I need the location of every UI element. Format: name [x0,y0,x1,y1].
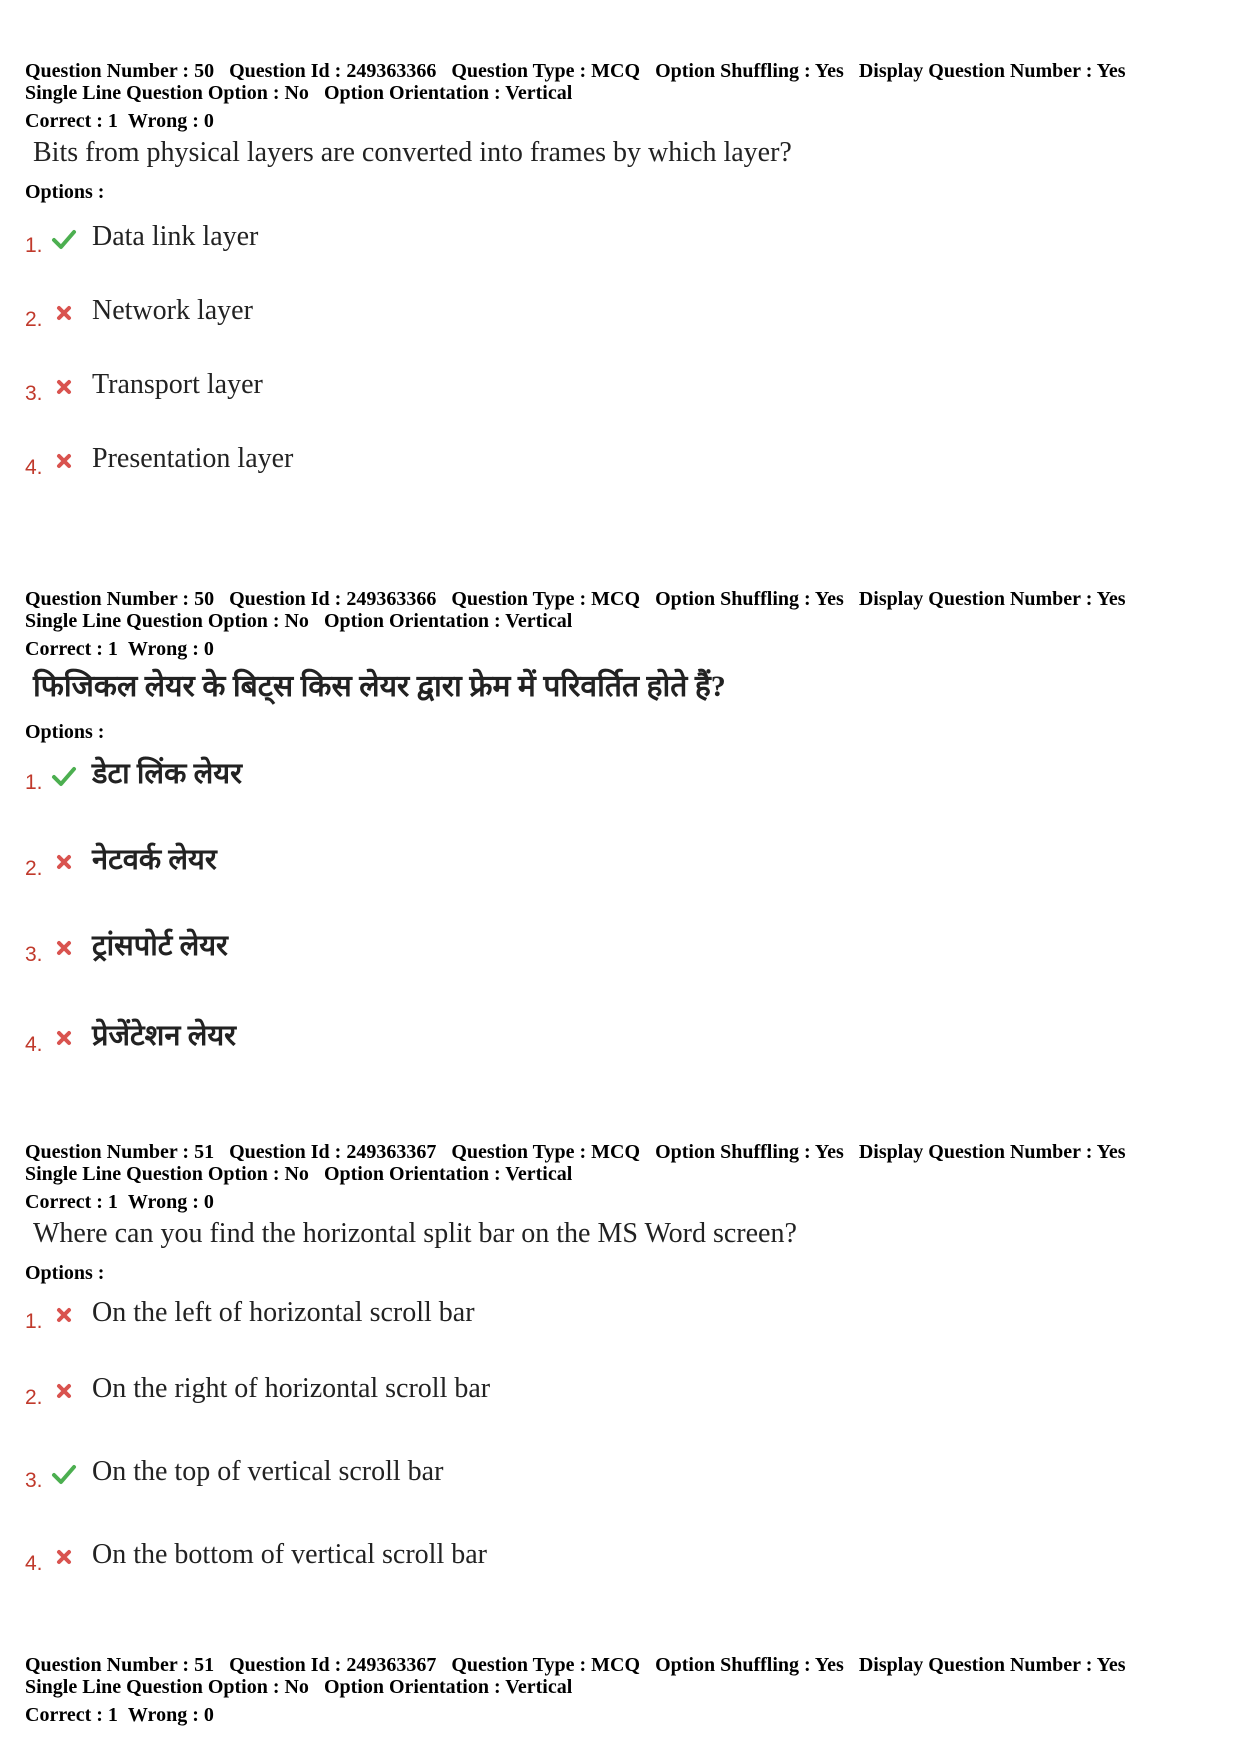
option-item [25,757,925,797]
question-meta-line-1 [25,1654,1225,1676]
question-text: Bits from physical layers are converted into frames by which layer? [33,137,792,168]
option-text: ट्रांसपोर्ट लेयर [92,930,228,962]
option-item [25,220,925,260]
question-type: Question Type : MCQ [451,1141,641,1163]
cross-icon [51,1544,77,1570]
display-question-number: Display Question Number : Yes [858,60,1126,82]
option-text: प्रेजेंटेशन लेयर [92,1020,237,1052]
wrong-score: Wrong : 0 [127,110,214,132]
wrong-score: Wrong : 0 [127,1191,214,1213]
display-question-number: Display Question Number : Yes [858,588,1126,610]
option-shuffling: Option Shuffling : Yes [655,1654,844,1676]
question-type: Question Type : MCQ [451,60,641,82]
question-text: Where can you find the horizontal split bar on the MS Word screen? [33,1218,797,1249]
option-item [25,1296,925,1336]
option-number: 2. [25,308,43,331]
question-meta-line-2 [25,1676,1225,1698]
display-question-number: Display Question Number : Yes [858,1654,1126,1676]
options-label: Options : [25,181,105,203]
single-line-option: Single Line Question Option : No [25,1163,309,1185]
check-icon [51,1461,77,1487]
score-line [25,638,1225,660]
option-number: 3. [25,382,43,405]
option-orientation: Option Orientation : Vertical [323,82,573,104]
question-meta-line-1 [25,1141,1225,1163]
question-id: Question Id : 249363367 [229,1654,437,1676]
single-line-option: Single Line Question Option : No [25,82,309,104]
option-item [25,1372,925,1412]
question-block-3 [25,1141,1225,1285]
option-text: डेटा लिंक लेयर [92,758,242,790]
question-number: Question Number : 50 [25,60,215,82]
question-block-2 [25,588,1225,744]
cross-icon [51,448,77,474]
single-line-option: Single Line Question Option : No [25,1676,309,1698]
question-meta-line-1 [25,60,1225,82]
option-number: 3. [25,943,43,966]
option-text: On the top of vertical scroll bar [92,1456,444,1487]
question-block-4 [25,1654,1225,1726]
option-shuffling: Option Shuffling : Yes [655,588,844,610]
question-id: Question Id : 249363366 [229,60,437,82]
question-number: Question Number : 51 [25,1141,215,1163]
question-meta-line-2 [25,1163,1225,1185]
question-type: Question Type : MCQ [451,1654,641,1676]
question-block-1 [25,60,1225,204]
cross-icon [51,300,77,326]
options-label: Options : [25,1262,105,1284]
option-item [25,929,925,969]
wrong-score: Wrong : 0 [127,638,214,660]
option-orientation: Option Orientation : Vertical [323,1676,573,1698]
option-item [25,368,925,408]
question-meta-line-2 [25,610,1225,632]
option-text: Presentation layer [92,443,294,474]
option-item [25,1455,925,1495]
cross-icon [51,935,77,961]
option-number: 1. [25,771,43,794]
question-text: फिजिकल लेयर के बिट्स किस लेयर द्वारा फ्रेम में परिवर्तित होते हैं? [33,670,726,703]
option-number: 1. [25,1310,43,1333]
question-number: Question Number : 51 [25,1654,215,1676]
correct-score: Correct : 1 [25,1191,118,1213]
option-orientation: Option Orientation : Vertical [323,610,573,632]
option-text: Transport layer [92,369,263,400]
wrong-score: Wrong : 0 [127,1704,214,1726]
option-shuffling: Option Shuffling : Yes [655,60,844,82]
check-icon [51,763,77,789]
option-text: नेटवर्क लेयर [92,844,217,876]
option-item [25,294,925,334]
question-type: Question Type : MCQ [451,588,641,610]
question-meta-line-2 [25,82,1225,104]
question-id: Question Id : 249363367 [229,1141,437,1163]
option-text: On the right of horizontal scroll bar [92,1373,491,1404]
option-number: 2. [25,857,43,880]
cross-icon [51,849,77,875]
cross-icon [51,374,77,400]
cross-icon [51,1025,77,1051]
score-line [25,1191,1225,1213]
option-orientation: Option Orientation : Vertical [323,1163,573,1185]
option-text: Network layer [92,295,253,326]
option-number: 1. [25,234,43,257]
question-meta-line-1 [25,588,1225,610]
option-number: 4. [25,1033,43,1056]
check-icon [51,226,77,252]
options-label: Options : [25,721,105,743]
option-number: 4. [25,456,43,479]
option-item [25,1019,925,1059]
question-id: Question Id : 249363366 [229,588,437,610]
correct-score: Correct : 1 [25,110,118,132]
cross-icon [51,1302,77,1328]
option-shuffling: Option Shuffling : Yes [655,1141,844,1163]
single-line-option: Single Line Question Option : No [25,610,309,632]
option-text: Data link layer [92,221,259,252]
option-text: On the left of horizontal scroll bar [92,1297,475,1328]
option-number: 3. [25,1469,43,1492]
score-line [25,110,1225,132]
option-item [25,442,925,482]
correct-score: Correct : 1 [25,638,118,660]
option-item [25,843,925,883]
score-line [25,1704,1225,1726]
correct-score: Correct : 1 [25,1704,118,1726]
display-question-number: Display Question Number : Yes [858,1141,1126,1163]
option-text: On the bottom of vertical scroll bar [92,1539,487,1570]
option-number: 2. [25,1386,43,1409]
option-item [25,1538,925,1578]
cross-icon [51,1378,77,1404]
option-number: 4. [25,1552,43,1575]
question-number: Question Number : 50 [25,588,215,610]
